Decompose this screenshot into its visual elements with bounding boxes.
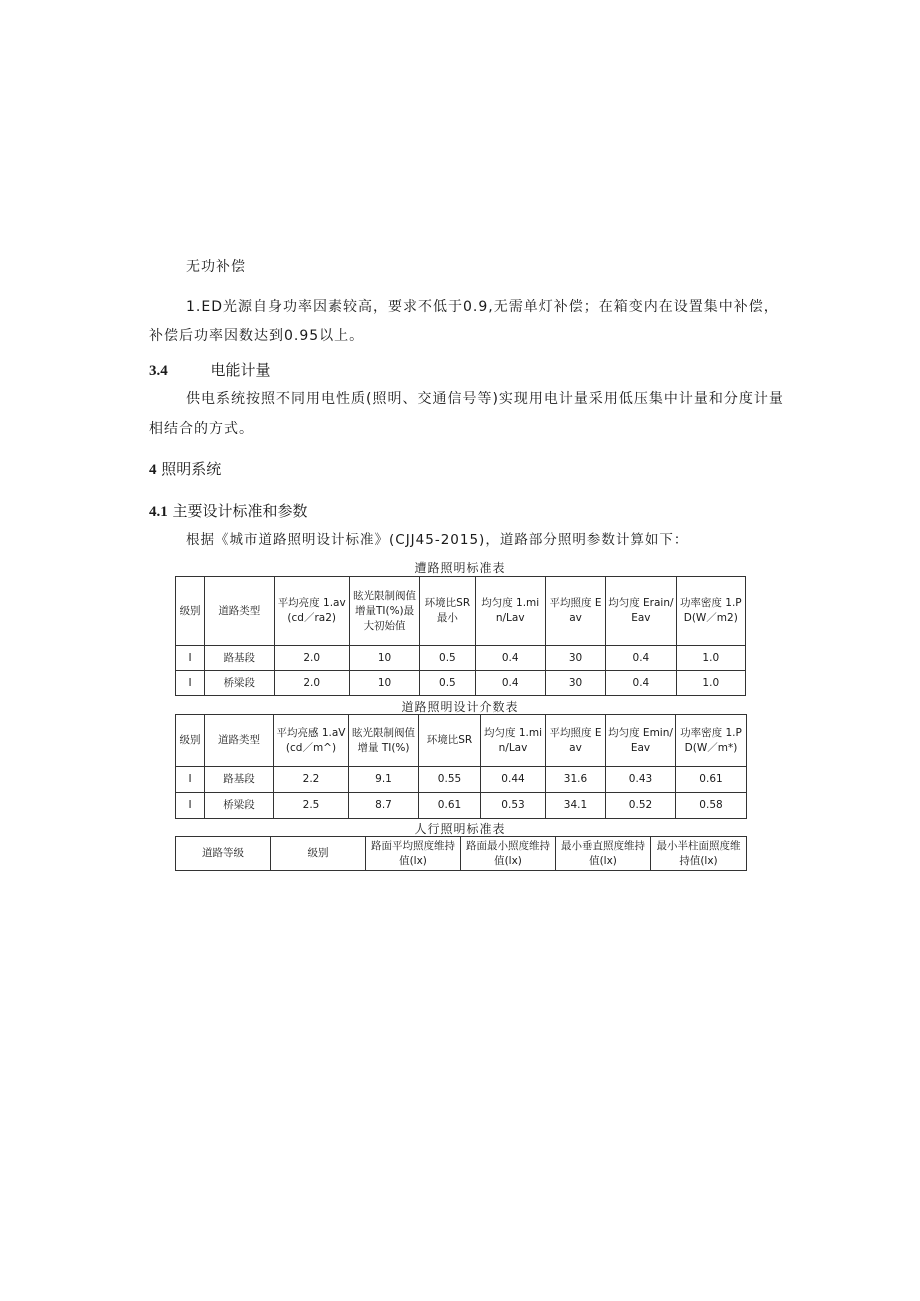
- table-cell: 0.4: [606, 671, 676, 696]
- header-cell: 平均照度 Eav: [545, 577, 605, 646]
- header-cell: 均匀度 Emin/Eav: [606, 715, 676, 767]
- header-cell: 道路类型: [205, 577, 274, 646]
- table-cell: I: [176, 793, 205, 819]
- reactive-compensation-title: 无功补偿: [186, 259, 246, 275]
- lighting-standard-table: [175, 576, 746, 696]
- table-cell: I: [176, 767, 205, 793]
- header-cell: 功率密度 1.PD(W／m*): [676, 715, 747, 767]
- table-cell: 0.5: [420, 671, 475, 696]
- header-cell: 级别: [176, 715, 205, 767]
- pedestrian-lighting-standard-table: [175, 836, 747, 871]
- table-header-row: [176, 715, 747, 767]
- section-4-1-heading: [149, 500, 308, 521]
- header-cell: 眩光限制阀值增量TI(%)最大初始值: [349, 577, 419, 646]
- metering-paragraph-line2: 相结合的方式。: [149, 421, 254, 437]
- table-cell: 0.61: [419, 793, 481, 819]
- header-cell: 平均亮度 1.av(cd／ra2): [274, 577, 349, 646]
- table-cell: 2.2: [274, 767, 349, 793]
- basis-paragraph: 根据《城市道路照明设计标准》(CJJ45-2015)，道路部分照明参数计算如下：: [186, 532, 689, 548]
- table-cell: 0.55: [419, 767, 481, 793]
- table-cell: 0.4: [606, 646, 676, 671]
- header-cell: 均匀度 1.min/Lav: [475, 577, 545, 646]
- header-cell: 道路等级: [176, 837, 271, 871]
- table-cell: 路基段: [205, 646, 274, 671]
- table-cell: 9.1: [349, 767, 419, 793]
- table-header-row: [176, 577, 746, 646]
- header-cell: 最小垂直照度维持值(lx): [556, 837, 651, 871]
- table-cell: 桥梁段: [205, 671, 274, 696]
- header-cell: 平均亮感 1.aV(cd／m^): [274, 715, 349, 767]
- header-cell: 功率密度 1.PD(W／m2): [676, 577, 745, 646]
- header-cell: 道路类型: [205, 715, 274, 767]
- table-cell: 1.0: [676, 671, 745, 696]
- table-cell: 1.0: [676, 646, 745, 671]
- reactive-paragraph-line1: 1.ED光源自身功率因素较高，要求不低于0.9,无需单灯补偿；在箱变内在设置集中补偿，: [186, 299, 779, 315]
- header-cell: 平均照度 Eav: [546, 715, 606, 767]
- table-cell: 0.44: [481, 767, 546, 793]
- header-cell: 环境比SR最小: [420, 577, 475, 646]
- table-cell: 0.52: [606, 793, 676, 819]
- table-cell: 34.1: [546, 793, 606, 819]
- header-cell: 眩光限制阀值增量 TI(%): [349, 715, 419, 767]
- section-number: 4: [149, 462, 157, 478]
- table-cell: 2.0: [274, 671, 349, 696]
- section-number: 3.4: [149, 363, 168, 379]
- table-cell: I: [176, 671, 205, 696]
- table-cell: 31.6: [546, 767, 606, 793]
- table-cell: 2.5: [274, 793, 349, 819]
- table2-caption: 道路照明设计介数表: [401, 700, 519, 714]
- section-title: 主要设计标准和参数: [172, 502, 308, 520]
- header-cell: 环境比SR: [419, 715, 481, 767]
- table-cell: I: [176, 646, 205, 671]
- table-cell: 0.61: [676, 767, 747, 793]
- table-header-row: [176, 837, 747, 871]
- header-cell: 路面平均照度维持值(lx): [366, 837, 461, 871]
- table-cell: 路基段: [205, 767, 274, 793]
- reactive-paragraph-line2: 补偿后功率因数达到0.95以上。: [149, 328, 365, 344]
- header-cell: 级别: [176, 577, 205, 646]
- table-cell: 0.5: [420, 646, 475, 671]
- table-cell: 0.4: [475, 671, 545, 696]
- table-cell: 0.58: [676, 793, 747, 819]
- table3-caption: 人行照明标准表: [414, 822, 506, 836]
- table-cell: 30: [545, 671, 605, 696]
- section-number: 4.1: [149, 504, 168, 520]
- section-4-heading: [149, 458, 221, 479]
- table-cell: 0.43: [606, 767, 676, 793]
- table-cell: 10: [349, 671, 419, 696]
- table-cell: 0.53: [481, 793, 546, 819]
- table-cell: 10: [349, 646, 419, 671]
- header-cell: 路面最小照度维持值(lx): [461, 837, 556, 871]
- table-row: [176, 671, 746, 696]
- table-cell: 桥梁段: [205, 793, 274, 819]
- table-cell: 8.7: [349, 793, 419, 819]
- section-title: 照明系统: [161, 460, 222, 478]
- section-title: 电能计量: [210, 361, 271, 379]
- header-cell: 最小半柱面照度维持值(lx): [651, 837, 747, 871]
- table-row: [176, 793, 747, 819]
- header-cell: 均匀度 1.min/Lav: [481, 715, 546, 767]
- table-row: [176, 767, 747, 793]
- lighting-design-parameter-table: [175, 714, 747, 819]
- table-cell: 2.0: [274, 646, 349, 671]
- table-row: [176, 646, 746, 671]
- table-cell: 30: [545, 646, 605, 671]
- header-cell: 均匀度 Erain/Eav: [606, 577, 676, 646]
- metering-paragraph-line1: 供电系统按照不同用电性质(照明、交通信号等)实现用电计量采用低压集中计量和分度计量: [186, 391, 784, 407]
- table1-caption: 遭路照明标准表: [414, 561, 506, 575]
- header-cell: 级别: [271, 837, 366, 871]
- section-3-4-heading: [149, 359, 271, 380]
- table-cell: 0.4: [475, 646, 545, 671]
